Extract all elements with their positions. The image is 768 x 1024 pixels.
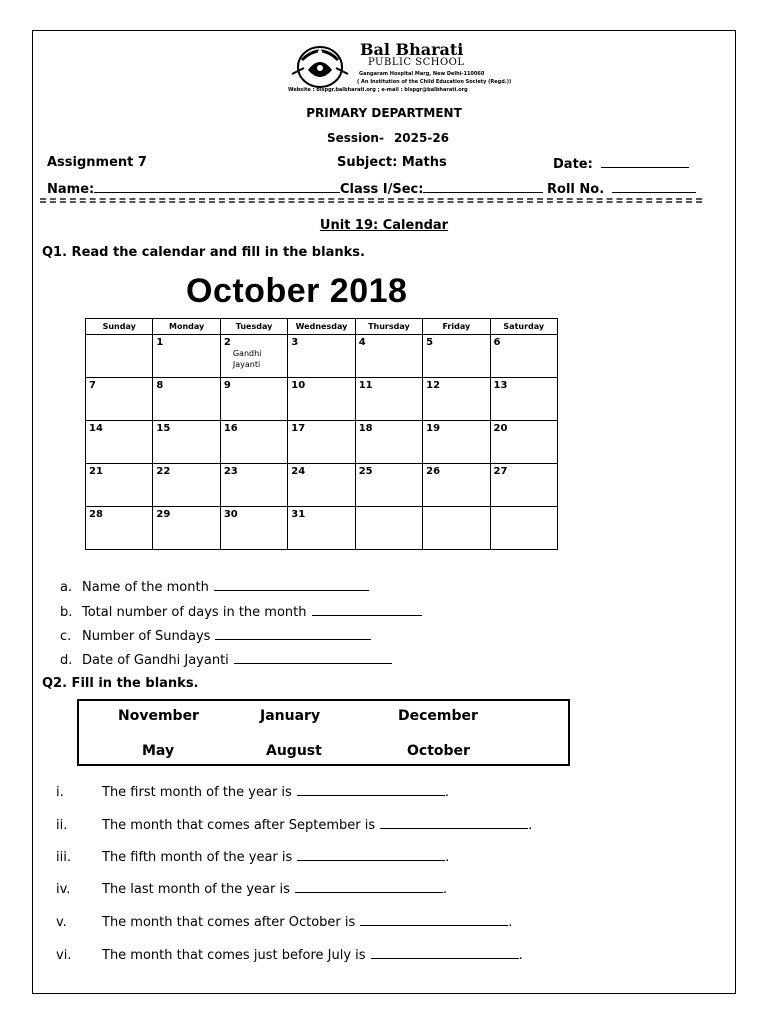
roll-blank[interactable] — [612, 180, 696, 193]
calendar-day-number: 12 — [426, 380, 441, 391]
calendar-event-note: Gandhi — [232, 349, 262, 358]
q1-question — [60, 603, 422, 620]
word-bank-word: January — [260, 708, 321, 724]
calendar-day-number: 20 — [493, 423, 508, 434]
q2-question-text: The fifth month of the year is — [102, 850, 293, 865]
calendar-day-cell — [423, 421, 490, 464]
calendar-day-number: 10 — [291, 380, 306, 391]
q2-question-text: The first month of the year is — [102, 785, 292, 800]
calendar-day-number: 3 — [291, 337, 299, 348]
answer-blank[interactable] — [312, 603, 422, 616]
calendar-day-cell — [288, 421, 355, 464]
weekday-header: Tuesday — [220, 319, 287, 335]
q2-question-text: The month that comes just before July is — [102, 948, 366, 963]
q2-question-text: The last month of the year is — [102, 882, 290, 897]
answer-blank[interactable] — [297, 848, 445, 861]
date-blank[interactable] — [601, 155, 689, 168]
calendar-week-row — [86, 421, 558, 464]
calendar-day-number: 28 — [89, 509, 103, 520]
q1-question-mark: d. — [60, 653, 73, 668]
calendar-day-cell — [288, 378, 355, 421]
calendar-day-number: 31 — [291, 509, 306, 520]
calendar-day-number: 2 — [223, 337, 231, 348]
calendar-day-number: 19 — [426, 423, 441, 434]
school-institution: ( An Institution of the Child Education Society (Regd.)) — [357, 79, 512, 85]
calendar-weekday-row — [86, 319, 558, 335]
q2-question-mark: v. — [56, 915, 67, 930]
calendar-day-cell — [153, 421, 220, 464]
calendar-day-cell — [153, 507, 220, 550]
calendar-day-number: 13 — [493, 380, 508, 391]
calendar-day-number: 9 — [223, 380, 231, 391]
calendar-day-cell — [86, 335, 153, 378]
calendar-day-number: 29 — [156, 509, 171, 520]
calendar-day-cell — [355, 421, 422, 464]
calendar-day-cell — [355, 464, 422, 507]
calendar-day-cell — [423, 335, 490, 378]
q2-question-mark: vi. — [56, 948, 72, 963]
calendar-day-cell — [490, 378, 557, 421]
answer-blank[interactable] — [234, 651, 392, 664]
calendar-event-note: Jayanti — [232, 360, 261, 369]
word-bank-word: May — [142, 743, 175, 759]
q2-question — [56, 880, 447, 897]
calendar-day-cell — [288, 464, 355, 507]
calendar-day-cell — [86, 421, 153, 464]
calendar-day-cell — [220, 378, 287, 421]
q1-question — [60, 578, 369, 595]
q1-question-text: Total number of days in the month — [82, 605, 307, 620]
calendar-day-number: 6 — [493, 337, 501, 348]
weekday-header: Sunday — [86, 319, 153, 335]
q2-question-mark: ii. — [56, 818, 68, 833]
calendar-table — [85, 318, 558, 550]
calendar-day-cell — [86, 507, 153, 550]
word-bank-word: December — [398, 708, 478, 724]
q1-question — [60, 627, 371, 644]
answer-blank[interactable] — [371, 946, 519, 959]
calendar-day-cell — [220, 335, 287, 378]
answer-blank[interactable] — [297, 783, 445, 796]
date-label: Date: — [553, 157, 593, 172]
calendar-day-number: 23 — [223, 466, 238, 477]
weekday-header: Monday — [153, 319, 220, 335]
weekday-header: Wednesday — [288, 319, 355, 335]
q1-question-mark: b. — [60, 605, 73, 620]
calendar-day-number: 30 — [223, 509, 238, 520]
calendar-day-cell — [288, 507, 355, 550]
name-field[interactable] — [47, 180, 340, 197]
calendar-title: October 2018 — [186, 272, 408, 310]
roll-field[interactable] — [547, 180, 696, 197]
department-heading: PRIMARY DEPARTMENT — [306, 106, 462, 120]
sentence-end-mark: . — [444, 785, 449, 800]
sentence-end-mark: . — [442, 882, 448, 897]
calendar-day-number: 21 — [89, 466, 103, 477]
weekday-header: Saturday — [490, 319, 557, 335]
name-blank[interactable] — [94, 180, 340, 193]
sentence-end-mark: . — [518, 948, 523, 963]
q2-question — [56, 783, 449, 800]
calendar-day-cell — [490, 421, 557, 464]
school-type: PUBLIC SCHOOL — [368, 57, 465, 68]
calendar-week-row — [86, 507, 558, 550]
calendar-day-number: 22 — [156, 466, 171, 477]
q2-question-mark: i. — [56, 785, 64, 800]
calendar-day-cell — [355, 335, 422, 378]
calendar-day-cell — [86, 464, 153, 507]
calendar-day-number: 1 — [156, 337, 164, 348]
q2-question — [56, 913, 512, 930]
calendar-body — [86, 335, 558, 550]
q1-question-text: Name of the month — [82, 580, 209, 595]
school-contact: Website : blspgr.balbharati.org ; e-mail : blspgr@balbharati.org — [288, 87, 468, 93]
answer-blank[interactable] — [360, 913, 508, 926]
q1-question-mark: a. — [60, 580, 73, 595]
q1-title: Q1. Read the calendar and fill in the blanks. — [42, 245, 365, 260]
answer-blank[interactable] — [295, 880, 443, 893]
answer-blank[interactable] — [215, 627, 371, 640]
class-field[interactable] — [340, 180, 543, 197]
q2-question-text: The month that comes after September is — [102, 818, 376, 833]
assignment-label: Assignment 7 — [47, 155, 147, 170]
weekday-header: Friday — [423, 319, 490, 335]
calendar-day-number: 17 — [291, 423, 306, 434]
calendar-day-cell — [153, 378, 220, 421]
q1-question — [60, 651, 392, 668]
q1-question-mark: c. — [60, 629, 72, 644]
answer-blank[interactable] — [380, 816, 528, 829]
school-emblem-icon — [284, 40, 356, 90]
calendar-week-row — [86, 464, 558, 507]
weekday-header: Thursday — [355, 319, 422, 335]
q2-question — [56, 946, 523, 963]
school-name: Bal Bharati — [360, 40, 464, 59]
answer-blank[interactable] — [214, 578, 369, 591]
q2-title: Q2. Fill in the blanks. — [42, 676, 199, 691]
calendar-day-number: 25 — [358, 466, 373, 477]
header-separator — [40, 198, 702, 203]
date-field[interactable] — [553, 155, 689, 172]
word-bank-word: November — [118, 708, 199, 724]
session-line — [327, 131, 449, 145]
subject-label: Subject: Maths — [337, 155, 447, 170]
calendar-day-cell — [220, 507, 287, 550]
unit-title: Unit 19: Calendar — [319, 218, 449, 233]
class-blank[interactable] — [423, 180, 543, 193]
q2-question — [56, 816, 532, 833]
calendar-day-number: 15 — [156, 423, 171, 434]
sentence-end-mark: . — [528, 818, 533, 833]
calendar-day-cell — [490, 335, 557, 378]
class-label: Class I/Sec: — [340, 182, 424, 197]
word-bank-word: August — [266, 743, 322, 759]
q2-question — [56, 848, 449, 865]
calendar-day-cell — [423, 464, 490, 507]
q2-question-text: The month that comes after October is — [102, 915, 356, 930]
school-logo-block — [284, 38, 512, 96]
roll-label: Roll No. — [547, 182, 605, 197]
calendar-day-cell — [86, 378, 153, 421]
calendar-day-number: 11 — [358, 380, 373, 391]
word-bank-box — [77, 699, 570, 766]
calendar-day-cell — [153, 335, 220, 378]
word-bank-word: October — [407, 743, 470, 759]
calendar-day-cell — [288, 335, 355, 378]
calendar-day-number: 5 — [426, 337, 434, 348]
session-year: 2025-26 — [393, 131, 450, 145]
q2-question-mark: iv. — [56, 882, 71, 897]
session-label: Session- — [327, 131, 384, 145]
calendar-day-number: 26 — [426, 466, 441, 477]
calendar-day-cell — [220, 421, 287, 464]
calendar-day-number: 14 — [89, 423, 103, 434]
school-address: Gangaram Hospital Marg, New Delhi-110060 — [359, 71, 485, 77]
calendar-day-cell — [153, 464, 220, 507]
sentence-end-mark: . — [508, 915, 513, 930]
calendar-day-cell — [490, 507, 557, 550]
q1-question-text: Date of Gandhi Jayanti — [82, 653, 229, 668]
calendar-day-number: 8 — [156, 380, 164, 391]
calendar-week-row — [86, 378, 558, 421]
calendar-day-cell — [423, 378, 490, 421]
calendar-day-cell — [355, 378, 422, 421]
calendar-day-cell — [490, 464, 557, 507]
q1-question-text: Number of Sundays — [82, 629, 211, 644]
calendar-day-number: 24 — [291, 466, 306, 477]
calendar-day-number: 27 — [493, 466, 508, 477]
calendar-day-number: 7 — [89, 380, 96, 391]
sentence-end-mark: . — [445, 850, 450, 865]
calendar-day-cell — [355, 507, 422, 550]
calendar-day-cell — [220, 464, 287, 507]
calendar-day-number: 16 — [223, 423, 238, 434]
calendar-day-number: 4 — [358, 337, 366, 348]
calendar-day-number: 18 — [358, 423, 373, 434]
calendar-week-row — [86, 335, 558, 378]
name-label: Name: — [47, 182, 95, 197]
calendar-day-cell — [423, 507, 490, 550]
q2-question-mark: iii. — [56, 850, 71, 865]
